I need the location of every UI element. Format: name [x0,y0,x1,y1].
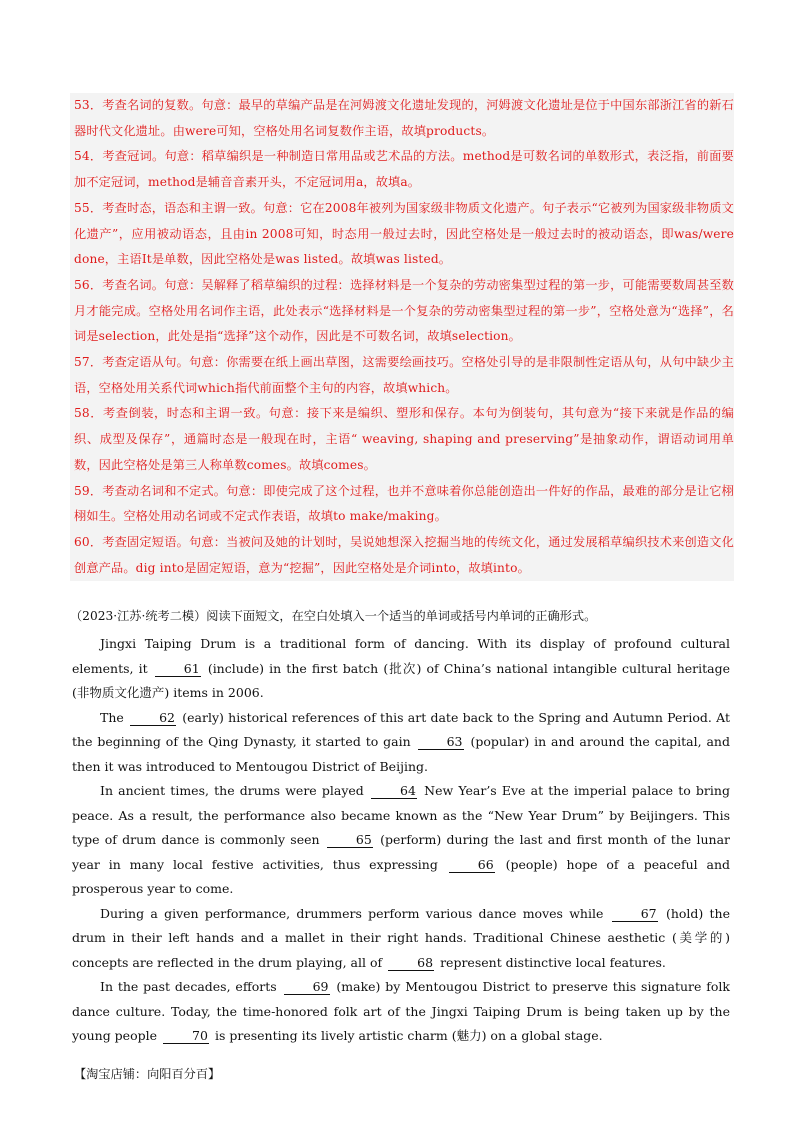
answer-53: 53．考查名词的复数。句意：最早的草编产品是在河姆渡文化遗址发现的，河姆渡文化遗址是位于中国东部浙江省的新石器时代文化遗址。由were可知，空格处用名词复数作主语，故填products。 [74,98,734,138]
blank-67[interactable]: 67 [612,906,658,922]
blank-63[interactable]: 63 [418,734,464,750]
blank-65[interactable]: 65 [327,832,373,848]
paragraph-text: During a given performance, drummers perform various dance moves while [100,905,604,921]
blank-64[interactable]: 64 [371,783,417,799]
answer-57: 57．考查定语从句。句意：你需要在纸上画出草图，这需要绘画技巧。空格处引导的是非限制性定语从句，从句中缺少主语，空格处用关系代词which指代前面整个主句的内容，故填which。 [74,355,734,395]
paragraph-text: New Year’s Eve at the imperial palace to bring peace. As a result, the performance also became known as the “New Year Drum” by Beijingers. This type of drum dance is commonly seen [72,783,730,847]
answer-55: 55．考查时态，语态和主谓一致。句意：它在2008年被列为国家级非物质文化遗产。句子表示“它被列为国家级非物质文化遗产”，应用被动语态，且由in 2008可知，时态用一般过去时，因此空格处是一般过去时的被动语态，即was/were done，主语It是单数，因此空格处是was listed。故填was listed。 [74,200,734,267]
paragraph-text: (popular) in and around the capital, and then it was introduced to Mentougou District of Beijing. [72,734,730,774]
paragraph-text: In the past decades, efforts [100,979,277,994]
paragraph-text: Jingxi Taiping Drum is a traditional form of dancing. With its display of profound cultural elements, it [72,636,730,676]
blank-61[interactable]: 61 [155,661,201,677]
paragraph-text: (hold) the drum in their left hands and a mallet in their right hands. Traditional Chinese aesthetic (美学的) concepts are reflected in the drum playing, all of [72,905,731,970]
passage-paragraph-4 [72,902,730,976]
blank-66[interactable]: 66 [449,857,495,873]
answer-explanations [70,93,734,581]
paragraph-text: (early) historical references of this art date back to the Spring and Autumn Period. At the beginning of the Qing Dynasty, it started to gain [72,709,730,749]
exercise-instructions: （2023·江苏·统考二模）阅读下面短文，在空白处填入一个适当的单词或括号内单词的正确形式。 [70,609,597,623]
paragraph-text: is presenting its lively artistic charm (魅力) on a global stage. [214,1028,603,1043]
passage-paragraph-3 [72,779,730,902]
paragraph-text: In ancient times, the drums were played [100,783,364,798]
paragraph-text: (make) by Mentougou District to preserve this signature folk dance culture. Today, the time-honored folk art of the Jingxi Taiping Drum is being taken up by the young people [72,979,731,1043]
paragraph-text: (perform) during the last and first month of the lunar year in many local festive activities, thus expressing [72,832,731,872]
answer-58: 58．考查倒装，时态和主谓一致。句意：接下来是编织、塑形和保存。本句为倒装句，其句意为“接下来就是作品的编织、成型及保存”，通篇时态是一般现在时，主语“ weaving, shaping and preserving”是抽象动作，谓语动词用单数，因此空格处是第三人称单数comes。故填comes。 [74,406,734,472]
answer-54: 54．考查冠词。句意：稻草编织是一种制造日常用品或艺术品的方法。method是可数名词的单数形式，表泛指，前面要加不定冠词，method是辅音音素开头，不定冠词用a，故填a。 [74,149,734,190]
answer-60: 60．考查固定短语。句意：当被问及她的计划时，吴说她想深入挖掘当地的传统文化，通过发展稻草编织技术来创造文化创意产品。dig into是固定短语，意为“挖掘”，因此空格处是介词into，故填into。 [74,534,734,575]
passage-paragraph-2 [72,706,730,780]
blank-68[interactable]: 68 [388,955,434,971]
answer-56: 56．考查名词。句意：吴解释了稻草编织的过程：选择材料是一个复杂的劳动密集型过程的第一步，可能需要数周甚至数月才能完成。空格处用名词作主语，此处表示“选择材料是一个复杂的劳动密集型过程的第一步”，空格处意为“选择”，名词是selection，此处是指“选择”这个动作，因此是不可数名词，故填selection。 [74,277,734,344]
paragraph-text: represent distinctive local features. [440,954,666,970]
blank-62[interactable]: 62 [130,710,176,726]
blank-69[interactable]: 69 [284,979,330,995]
blank-70[interactable]: 70 [163,1028,209,1044]
answer-59: 59．考查动名词和不定式。句意：即使完成了这个过程，也并不意味着你总能创造出一件好的作品，最难的部分是让它栩栩如生。空格处用动名词或不定式作表语，故填to make/making。 [74,483,734,524]
paragraph-text: (people) hope of a peaceful and prosperous year to come. [72,856,731,896]
paragraph-text: The [100,709,124,725]
reading-passage [72,632,730,1049]
shop-footer: 【淘宝店铺：向阳百分百】 [74,1067,221,1081]
paragraph-text: (include) in the first batch (批次) of China’s national intangible cultural heritage (非物质文化遗产) items in 2006. [72,660,730,700]
passage-paragraph-5 [72,975,730,1049]
passage-paragraph-1 [72,632,730,706]
